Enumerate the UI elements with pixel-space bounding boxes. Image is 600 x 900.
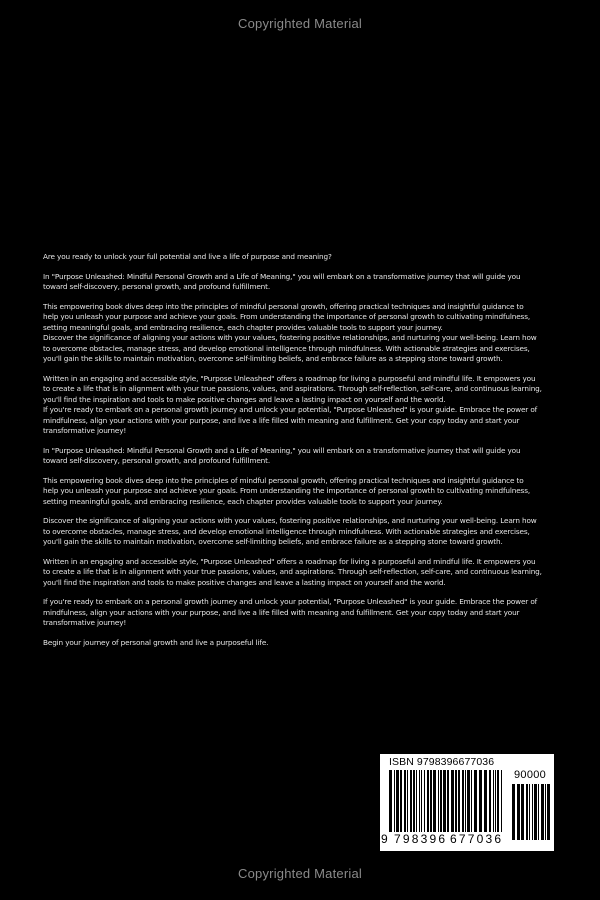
blurb-paragraph: This empowering book dives deep into the principles of mindful personal growth, offering practical techniques and insightful guidance to help you unleash your purpose and achieve your goals. From understanding the importance of personal growth to cultivating mindfulness, setting meaningful goals, and embracing resilience, each chapter provides valuable tools to support your journey.: [43, 475, 531, 506]
barcode-bar: [427, 770, 429, 832]
barcode-bar: [421, 770, 422, 832]
blurb-paragraph: Begin your journey of personal growth and live a purposeful life.: [43, 637, 269, 647]
barcode-bar: [424, 770, 425, 832]
addon-bar: [547, 784, 550, 840]
isbn-barcode: [380, 754, 554, 851]
addon-bar: [534, 784, 537, 840]
barcode-bar: [416, 770, 417, 832]
barcode-bar: [474, 770, 477, 832]
barcode-bar: [394, 770, 395, 832]
barcode-bar: [451, 770, 454, 832]
addon-bars: [512, 784, 550, 840]
ean13-bars: [389, 770, 505, 832]
addon-bar: [521, 784, 524, 840]
barcode-bar: [465, 770, 466, 832]
barcode-bar: [479, 770, 482, 832]
copyright-watermark-bottom: Copyrighted Material: [238, 866, 362, 881]
barcode-bar: [389, 770, 392, 832]
addon-bar: [529, 784, 530, 840]
barcode-bar: [495, 770, 496, 832]
barcode-digits-left: 798396: [394, 832, 448, 846]
barcode-bar: [400, 770, 402, 832]
addon-bar: [545, 784, 546, 840]
barcode-digit-lead: 9: [381, 832, 390, 846]
barcode-bar: [497, 770, 499, 832]
back-cover-blurb: [43, 252, 563, 657]
blurb-paragraph: Discover the significance of aligning your actions with your values, fostering positive relationships, and nurturing your well-being. Learn how to overcome obstacles, manage stress, and develop emotional intelligence through mindfulness. With actionable strategies and exercises, you'll gain the skills to maintain motivation, overcome self-limiting beliefs, and embrace failure as a stepping stone toward growth.: [43, 516, 537, 546]
barcode-bar: [419, 770, 420, 832]
blurb-paragraph: Written in an engaging and accessible style, "Purpose Unleashed" offers a roadmap for living a purposeful and mindful life. It empowers you to create a life that is in alignment with your true passions, values, and aspirations. Through self-reflection, self-care, and continuous learning, you'll find the inspiration and tools to make positive changes and leave a lasting impact on yourself and the world. If you're ready to embark on a personal growth journey and unlock your potential, "Purpose Unleashed" is your guide. Embrace the power of mindfulness, align your actions with your purpose, and live a life filled with meaning and fulfillment. Get your copy today and start your transformative journey!: [43, 373, 542, 435]
barcode-bar: [471, 770, 472, 832]
addon-bar: [526, 784, 528, 840]
barcode-bar: [489, 770, 491, 832]
barcode-bar: [447, 770, 449, 832]
addon-bar: [538, 784, 539, 840]
isbn-label: ISBN 9798396677036: [389, 756, 495, 768]
blurb-paragraph: Are you ready to unlock your full potential and live a life of purpose and meaning?: [43, 252, 332, 261]
blurb-paragraph: In "Purpose Unleashed: Mindful Personal Growth and a Life of Meaning," you will embark on a transformative journey that will guide you toward self-discovery, personal growth, and profound fulfillment.: [43, 445, 521, 465]
addon-bar: [532, 784, 533, 840]
barcode-bar: [413, 770, 415, 832]
price-code: 90000: [514, 769, 547, 781]
barcode-bar: [433, 770, 436, 832]
blurb-paragraph: In "Purpose Unleashed: Mindful Personal Growth and a Life of Meaning," you will embark on a transformative journey that will guide you toward self-discovery, personal growth, and profound fulfillment.: [43, 271, 521, 291]
barcode-bar: [462, 770, 464, 832]
copyright-watermark-top: Copyrighted Material: [238, 16, 362, 31]
barcode-bar: [458, 770, 460, 832]
barcode-bar: [467, 770, 470, 832]
barcode-bar: [410, 770, 412, 832]
blurb-paragraph: Written in an engaging and accessible style, "Purpose Unleashed" offers a roadmap for living a purposeful and mindful life. It empowers you to create a life that is in alignment with your true passions, values, and aspirations. Through self-reflection, self-care, and continuous learning, you'll find the inspiration and tools to make positive changes and leave a lasting impact on yourself and the world.: [43, 556, 542, 587]
barcode-bar: [404, 770, 406, 832]
addon-bar: [541, 784, 544, 840]
addon-bar: [512, 784, 515, 840]
barcode-bar: [484, 770, 487, 832]
barcode-bar: [443, 770, 446, 832]
barcode-bar: [438, 770, 439, 832]
barcode-bar: [455, 770, 457, 832]
barcode-bar: [396, 770, 399, 832]
addon-bar: [517, 784, 520, 840]
barcode-bar: [501, 770, 502, 832]
barcode-bar: [430, 770, 432, 832]
blurb-paragraph: If you're ready to embark on a personal growth journey and unlock your potential, "Purpose Unleashed" is your guide. Embrace the power of mindfulness, align your actions with your purpose, and live a life filled with meaning and fulfillment. Get your copy today and start your transformative journey!: [43, 597, 538, 627]
barcode-bar: [493, 770, 494, 832]
barcode-bar: [407, 770, 408, 832]
barcode-bar: [440, 770, 442, 832]
blurb-paragraph: This empowering book dives deep into the principles of mindful personal growth, offering practical techniques and insightful guidance to help you unleash your purpose and achieve your goals. From understanding the importance of personal growth to cultivating mindfulness, setting meaningful goals, and embracing resilience, each chapter provides valuable tools to support your journey. Discover the significance of aligning your actions with your values, fostering positive relationships, and nurturing your well-being. Learn how to overcome obstacles, manage stress, and develop emotional intelligence through mindfulness. With actionable strategies and exercises, you'll gain the skills to maintain motivation, overcome self-limiting beliefs, and embrace failure as a stepping stone toward growth.: [43, 301, 537, 363]
barcode-digits-right: 677036: [450, 832, 504, 846]
